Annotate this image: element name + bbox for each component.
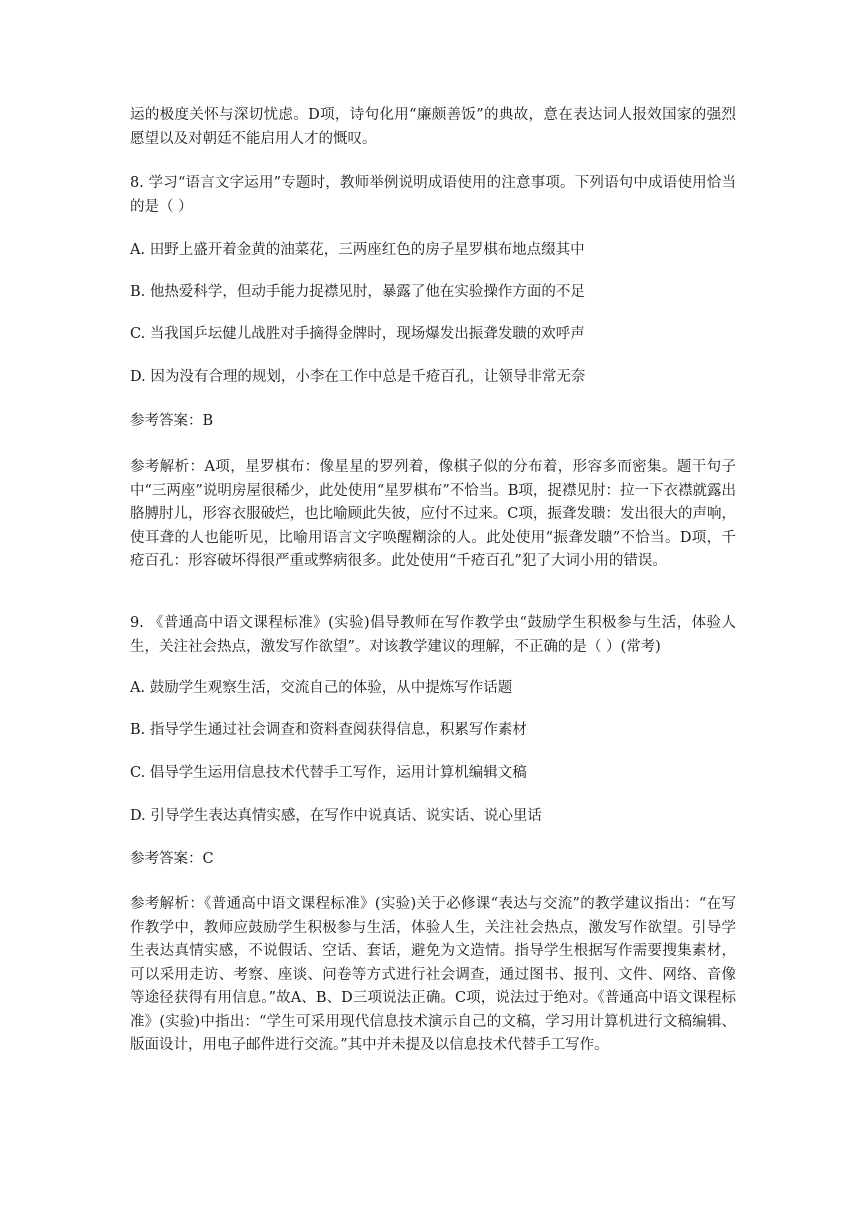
question-9-option-c: C. 倡导学生运用信息技术代替手工写作，运用计算机编辑文稿 bbox=[130, 765, 527, 781]
question-9-stem: 9. 《普通高中语文课程标准》(实验)倡导教师在写作教学虫“鼓励学生积极参与生活，体验人生，关注社会热点，激发写作欲望”。对该教学建议的理解，不正确的是（ ）(常考) bbox=[130, 615, 736, 655]
question-8-stem: 8. 学习“语言文字运用”专题时，教师举例说明成语使用的注意事项。下列语句中成语使用恰当的是（ ） bbox=[130, 175, 736, 215]
question-8-answer: 参考答案：B bbox=[130, 413, 214, 429]
question-9-analysis: 参考解析：《普通高中语文课程标准》(实验)关于必修课“表达与交流”的教学建议指出：“在写作教学中，教师应鼓励学生积极参与生活，体验人生，关注社会热点，激发写作欲望。引导学生表达真情实感，不说假话、空话、套话，避免为文造情。指导学生根据写作需要搜集素材，可以采用走访、考察、座谈、问卷等方式进行社会调查，通过图书、报刊、文件、网络、音像等途径获得有用信息。”故A、B、D三项说法正确。C项，说法过于绝对。《普通高中语文课程标准》(实验)中指出：“学生可采用现代信息技术演示自己的文稿，学习用计算机进行文稿编辑、版面设计，用电子邮件进行交流。”其中并未提及以信息技术代替手工写作。 bbox=[130, 896, 736, 1053]
question-9-option-b: B. 指导学生通过社会调查和资料查阅获得信息，积累写作素材 bbox=[130, 722, 527, 738]
question-9-option-d: D. 引导学生表达真情实感，在写作中说真话、说实话、说心里话 bbox=[130, 808, 542, 824]
previous-analysis-tail: 运的极度关怀与深切忧虑。D项，诗句化用“廉颇善饭”的典故，意在表达词人报效国家的强烈愿望以及对朝廷不能启用人才的慨叹。 bbox=[130, 107, 736, 147]
question-8-option-a: A. 田野上盛开着金黄的油菜花，三两座红色的房子星罗棋布地点缀其中 bbox=[130, 242, 585, 258]
question-8-option-d: D. 因为没有合理的规划，小李在工作中总是千疮百孔，让领导非常无奈 bbox=[130, 369, 586, 385]
question-9-answer: 参考答案：C bbox=[130, 851, 214, 867]
question-8-analysis: 参考解析：A项，星罗棋布：像星星的罗列着，像棋子似的分布着，形容多而密集。题干句子中“三两座”说明房屋很稀少，此处使用“星罗棋布”不恰当。B项，捉襟见肘：拉一下衣襟就露出胳膊肘儿，形容衣服破烂，也比喻顾此失彼，应付不过来。C项，振聋发聩：发出很大的声响，使耳聋的人也能听见，比喻用语言文字唤醒糊涂的人。此处使用“振聋发聩”不恰当。D项，千疮百孔：形容破坏得很严重或弊病很多。此处使用“千疮百孔”犯了大词小用的错误。 bbox=[130, 459, 736, 569]
question-9-option-a: A. 鼓励学生观察生活，交流自己的体验，从中提炼写作话题 bbox=[130, 680, 513, 696]
question-8-option-b: B. 他热爱科学，但动手能力捉襟见肘，暴露了他在实验操作方面的不足 bbox=[130, 284, 585, 300]
question-8-option-c: C. 当我国乒坛健儿战胜对手摘得金牌时，现场爆发出振聋发聩的欢呼声 bbox=[130, 326, 585, 342]
